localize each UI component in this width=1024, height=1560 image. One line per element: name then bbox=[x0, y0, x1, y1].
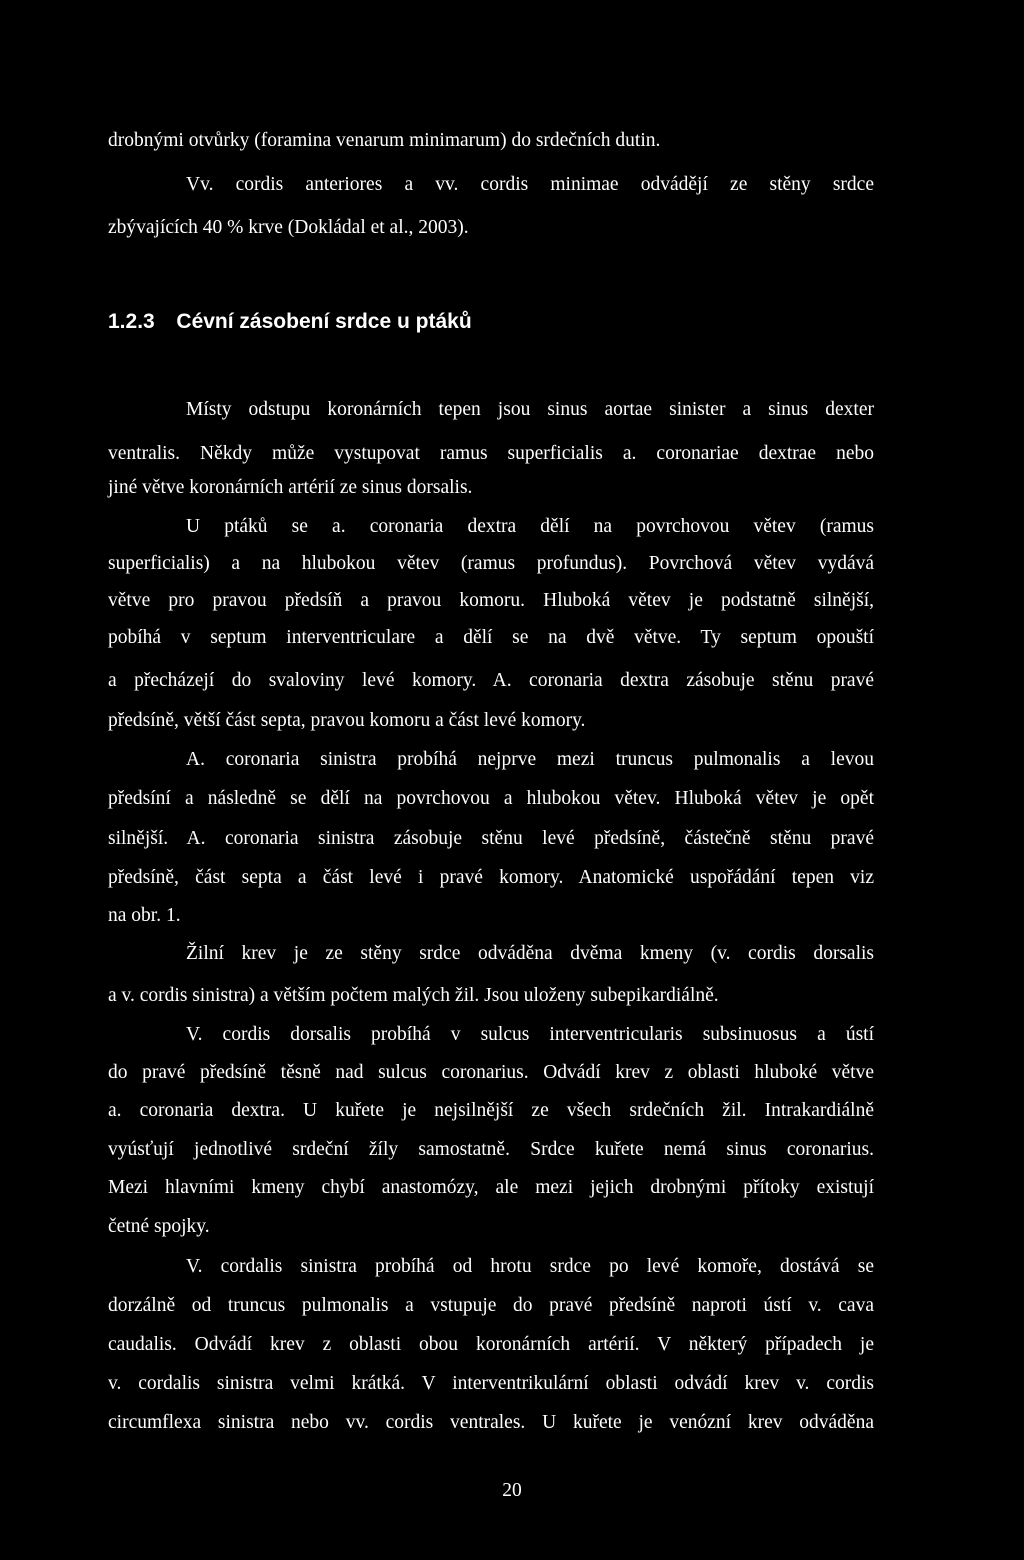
text-line: drobnými otvůrky (foramina venarum minimarum) do srdečních dutin. bbox=[108, 130, 661, 151]
text-line: předsíní a následně se dělí na povrchovou a hlubokou větev. Hluboká větev je opět bbox=[108, 788, 874, 809]
section-number: 1.2.3 bbox=[108, 310, 155, 333]
page-number: 20 bbox=[502, 1480, 522, 1501]
text-line: jiné větve koronárních artérií ze sinus dorsalis. bbox=[108, 477, 473, 498]
text-line: a v. cordis sinistra) a větším počtem malých žil. Jsou uloženy subepikardiálně. bbox=[108, 985, 719, 1006]
text-line: silnější. A. coronaria sinistra zásobuje stěnu levé předsíně, částečně stěnu pravé bbox=[108, 828, 874, 849]
text-line: circumflexa sinistra nebo vv. cordis ventrales. U kuřete je venózní krev odváděna bbox=[108, 1412, 874, 1433]
text-line: dorzálně od truncus pulmonalis a vstupuje do pravé předsíně naproti ústí v. cava bbox=[108, 1295, 874, 1316]
text-line: ventralis. Někdy může vystupovat ramus superficialis a. coronariae dextrae nebo bbox=[108, 443, 874, 464]
text-line: A. coronaria sinistra probíhá nejprve mezi truncus pulmonalis a levou bbox=[186, 749, 874, 770]
text-line: V. cordalis sinistra probíhá od hrotu srdce po levé komoře, dostává se bbox=[186, 1256, 874, 1277]
text-line: Místy odstupu koronárních tepen jsou sinus aortae sinister a sinus dexter bbox=[186, 399, 874, 420]
text-line: vyúsťují jednotlivé srdeční žíly samostatně. Srdce kuřete nemá sinus coronarius. bbox=[108, 1139, 874, 1160]
text-line: Vv. cordis anteriores a vv. cordis minimae odvádějí ze stěny srdce bbox=[186, 174, 874, 195]
text-line: Mezi hlavními kmeny chybí anastomózy, ale mezi jejich drobnými přítoky existují bbox=[108, 1177, 874, 1198]
text-line: superficialis) a na hlubokou větev (ramus profundus). Povrchová větev vydává bbox=[108, 553, 874, 574]
text-line: předsíně, část septa a část levé i pravé komory. Anatomické uspořádání tepen viz bbox=[108, 867, 874, 888]
text-line: zbývajících 40 % krve (Dokládal et al., 2003). bbox=[108, 217, 469, 238]
text-line: Žilní krev je ze stěny srdce odváděna dvěma kmeny (v. cordis dorsalis bbox=[186, 943, 874, 964]
text-line: a. coronaria dextra. U kuřete je nejsilnější ze všech srdečních žil. Intrakardiálně bbox=[108, 1100, 874, 1121]
section-title: Cévní zásobení srdce u ptáků bbox=[176, 310, 472, 333]
text-line: do pravé předsíně těsně nad sulcus coronarius. Odvádí krev z oblasti hluboké větve bbox=[108, 1062, 874, 1083]
text-line: V. cordis dorsalis probíhá v sulcus interventricularis subsinuosus a ústí bbox=[186, 1024, 874, 1045]
text-line: U ptáků se a. coronaria dextra dělí na povrchovou větev (ramus bbox=[186, 516, 874, 537]
text-line: větve pro pravou předsíň a pravou komoru. Hluboká větev je podstatně silnější, bbox=[108, 590, 874, 611]
text-line: četné spojky. bbox=[108, 1216, 210, 1237]
text-line: pobíhá v septum interventriculare a dělí se na dvě větve. Ty septum opouští bbox=[108, 627, 874, 648]
text-line: předsíně, větší část septa, pravou komoru a část levé komory. bbox=[108, 710, 586, 731]
text-line: a přecházejí do svaloviny levé komory. A. coronaria dextra zásobuje stěnu pravé bbox=[108, 670, 874, 691]
text-line: caudalis. Odvádí krev z oblasti obou koronárních artérií. V některý případech je bbox=[108, 1334, 874, 1355]
text-line: v. cordalis sinistra velmi krátká. V interventrikulární oblasti odvádí krev v. cordis bbox=[108, 1373, 874, 1394]
text-line: na obr. 1. bbox=[108, 905, 181, 926]
section-heading bbox=[108, 309, 472, 335]
